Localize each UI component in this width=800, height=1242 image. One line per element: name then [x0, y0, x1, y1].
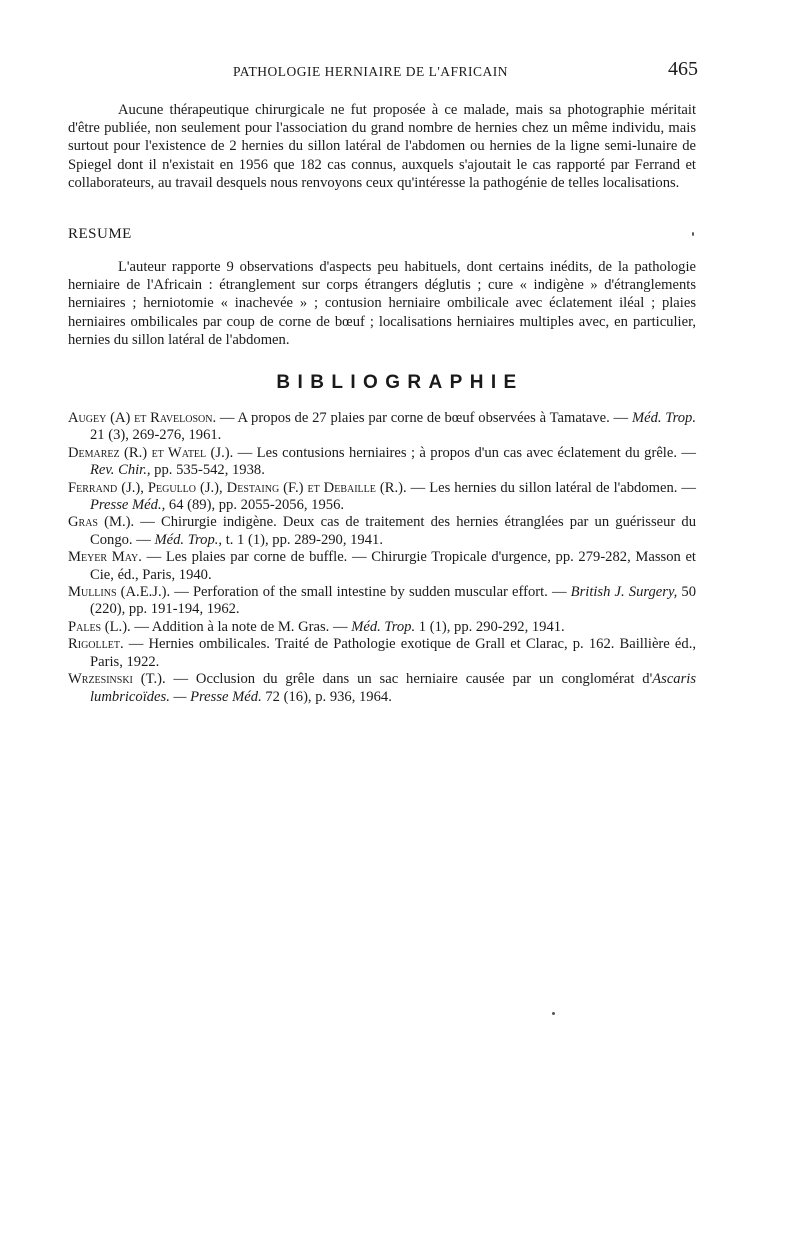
entry-journal: Presse Méd.,: [90, 497, 166, 514]
entry-text: — Chirurgie indigène. Deux cas de traitement des hernies étranglées par un guérisseur du Congo. —: [90, 514, 697, 548]
bibliography-list: [68, 410, 696, 706]
entry-journal: Ascaris lumbricoïdes. — Presse Méd.: [90, 671, 696, 705]
entry-text: — A propos de 27 plaies par corne de bœuf observées à Tamatave. —: [216, 410, 632, 426]
entry-authors: Ferrand (J.), Pegullo (J.), Destaing (F.) et Debaille (R.).: [68, 479, 407, 496]
resume-heading: RESUME: [68, 226, 132, 242]
bibliography-entry: [68, 445, 696, 480]
entry-authors: Augey (A) et Raveloson.: [68, 410, 217, 426]
entry-reference: 72 (16), p. 936, 1964.: [261, 688, 392, 705]
entry-journal: Méd. Trop.,: [154, 531, 223, 548]
bibliography-entry: [68, 514, 696, 549]
entry-text: — Occlusion du grêle dans un sac herniaire causée par un conglomérat d': [165, 671, 653, 688]
entry-reference: 50 (220), pp. 191-194, 1962.: [90, 584, 696, 618]
bibliography-entry: [68, 619, 696, 636]
entry-text: — Addition à la note de M. Gras. —: [130, 618, 352, 635]
page-number: 465: [668, 58, 698, 80]
running-title: PATHOLOGIE HERNIAIRE DE L'AFRICAIN: [233, 64, 509, 79]
running-header: [68, 58, 698, 88]
entry-journal: Rev. Chir.,: [90, 462, 151, 479]
entry-reference: t. 1 (1), pp. 289-290, 1941.: [222, 531, 383, 548]
bibliography-entry: [68, 410, 696, 445]
entry-reference: pp. 535-542, 1938.: [150, 462, 265, 479]
bibliography-heading: BIBLIOGRAPHIE: [276, 372, 524, 393]
bibliography-entry: [68, 671, 696, 706]
intro-paragraph: Aucune thérapeutique chirurgicale ne fut proposée à ce malade, mais sa photographie méritait d'être publiée, non seulement pour l'association du grand nombre de hernies chez un même individu, mais surtout pour l'existence de 2 hernies du sillon latéral de l'abdomen ou hernies de la ligne semi-lunaire de Spiegel dont il n'existait en 1956 que 182 cas connus, auxquels s'ajoutait le cas rapporté par Ferrand et collaborateurs, au travail desquels nous renvoyons ceux qu'intéresse la pathogénie de telles localisations.: [68, 102, 696, 191]
bibliography-entry: [68, 549, 696, 584]
entry-authors: Gras (M.).: [68, 514, 135, 531]
entry-authors: Demarez (R.) et Watel (J.).: [68, 444, 234, 461]
entry-authors: Mullins (A.E.J.).: [68, 584, 171, 601]
entry-reference: 64 (89), pp. 2055-2056, 1956.: [165, 497, 345, 514]
entry-authors: Meyer May.: [68, 549, 142, 566]
entry-journal: Méd. Trop.: [351, 618, 416, 635]
entry-reference: 21 (3), 269-276, 1961.: [90, 427, 222, 444]
scan-speck: [692, 232, 694, 236]
bibliography-entry: [68, 480, 696, 515]
bibliography-entry: [68, 636, 696, 671]
entry-text: — Les hernies du sillon latéral de l'abdomen. —: [406, 479, 697, 496]
scan-speck: [552, 1012, 555, 1015]
entry-text: — Perforation of the small intestine by sudden muscular effort. —: [170, 584, 571, 601]
entry-journal: Méd. Trop.: [631, 410, 696, 426]
resume-paragraph: L'auteur rapporte 9 observations d'aspects peu habituels, dont certains inédits, de la pathologie herniaire de l'Africain : étranglement sur corps étrangers déglutis ; cure « indigène » d'étranglements herniaires ; herniotomie « inachevée » ; contusion herniaire ombilicale avec éclatement iléal ; plaies herniaires ombilicales par coup de corne de bœuf ; localisations herniaires multiples avec, en particulier, hernies du sillon latéral de l'abdomen.: [68, 259, 696, 348]
entry-text: — Hernies ombilicales. Traité de Pathologie exotique de Grall et Clarac, p. 162. Baillière éd., Paris, 1922.: [90, 636, 696, 670]
bibliography-entry: [68, 584, 696, 619]
entry-authors: Rigollet.: [68, 636, 124, 653]
entry-text: — Les contusions herniaires ; à propos d'un cas avec éclatement du grêle. —: [233, 444, 696, 461]
entry-authors: Pales (L.).: [68, 618, 131, 635]
entry-journal: British J. Surgery,: [570, 584, 678, 601]
entry-authors: Wrzesinski (T.).: [68, 671, 166, 688]
entry-text: — Les plaies par corne de buffle. — Chirurgie Tropicale d'urgence, pp. 279-282, Masson et Cie, éd., Paris, 1940.: [90, 549, 696, 583]
entry-reference: 1 (1), pp. 290-292, 1941.: [415, 618, 565, 635]
